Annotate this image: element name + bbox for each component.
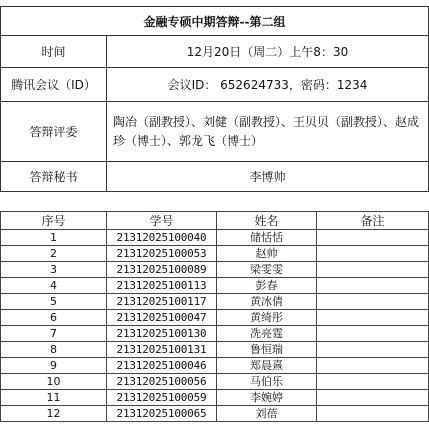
row-index: 11 [1,390,107,406]
row-name: 李婉婷 [217,390,317,406]
table-row [1,342,429,358]
row-note [317,390,429,406]
row-note [317,246,429,262]
row-student-id: 21312025100053 [107,246,217,262]
table-row [1,310,429,326]
row-note [317,310,429,326]
row-note [317,294,429,310]
table-row [1,374,429,390]
row-note [317,342,429,358]
table-row [1,294,429,310]
row-student-id: 21312025100040 [107,230,217,246]
row-index: 10 [1,374,107,390]
row-student-id: 21312025100047 [107,310,217,326]
table-row [1,230,429,246]
row-name: 郑晨熹 [217,358,317,374]
row-index: 7 [1,326,107,342]
secretary-value: 李博帅 [107,162,429,192]
meeting-row [1,68,429,102]
row-name: 鲁恒瑞 [217,342,317,358]
row-student-id: 21312025100046 [107,358,217,374]
table-row [1,390,429,406]
info-table [0,6,429,192]
secretary-label: 答辩秘书 [1,162,107,192]
row-student-id: 21312025100131 [107,342,217,358]
judges-value: 陶冶（副教授）、刘健（副教授）、王贝贝（副教授）、赵成珍（博士）、郭龙飞（博士） [107,102,429,162]
row-name: 赵帅 [217,246,317,262]
table-row [1,246,429,262]
row-note [317,262,429,278]
row-index: 12 [1,406,107,422]
table-header-row [1,212,429,230]
row-student-id: 21312025100117 [107,294,217,310]
row-student-id: 21312025100056 [107,374,217,390]
row-name: 储恬恬 [217,230,317,246]
row-name: 梁雯雯 [217,262,317,278]
table-row [1,326,429,342]
row-index: 5 [1,294,107,310]
title-row [1,7,429,36]
row-index: 8 [1,342,107,358]
row-note [317,358,429,374]
time-label: 时间 [1,36,107,68]
time-row [1,36,429,68]
meeting-label: 腾讯会议（ID） [1,68,107,102]
row-note [317,374,429,390]
row-name: 黄冰倩 [217,294,317,310]
row-name: 冼亮霆 [217,326,317,342]
row-name: 黄绮彤 [217,310,317,326]
row-index: 6 [1,310,107,326]
row-student-id: 21312025100130 [107,326,217,342]
row-student-id: 21312025100089 [107,262,217,278]
row-index: 3 [1,262,107,278]
table-row [1,278,429,294]
row-student-id: 21312025100113 [107,278,217,294]
row-name: 马伯乐 [217,374,317,390]
row-index: 9 [1,358,107,374]
judges-row [1,102,429,162]
page-title: 金融专硕中期答辩--第二组 [1,7,429,36]
time-value: 12月20日（周二）上午8：30 [107,36,429,68]
table-row [1,262,429,278]
row-student-id: 21312025100059 [107,390,217,406]
row-note [317,278,429,294]
table-row [1,406,429,422]
student-table [0,211,429,422]
meeting-value: 会议ID： 652624733，密码：1234 [107,68,429,102]
header-index: 序号 [1,212,107,230]
row-note [317,230,429,246]
row-name: 彭春 [217,278,317,294]
row-student-id: 21312025100065 [107,406,217,422]
judges-label: 答辩评委 [1,102,107,162]
row-index: 4 [1,278,107,294]
row-index: 2 [1,246,107,262]
header-note: 备注 [317,212,429,230]
bottom-margin [0,436,429,441]
secretary-row [1,162,429,192]
row-name: 刘蓓 [217,406,317,422]
row-note [317,406,429,422]
row-index: 1 [1,230,107,246]
header-name: 姓名 [217,212,317,230]
header-student-id: 学号 [107,212,217,230]
row-note [317,326,429,342]
table-row [1,358,429,374]
